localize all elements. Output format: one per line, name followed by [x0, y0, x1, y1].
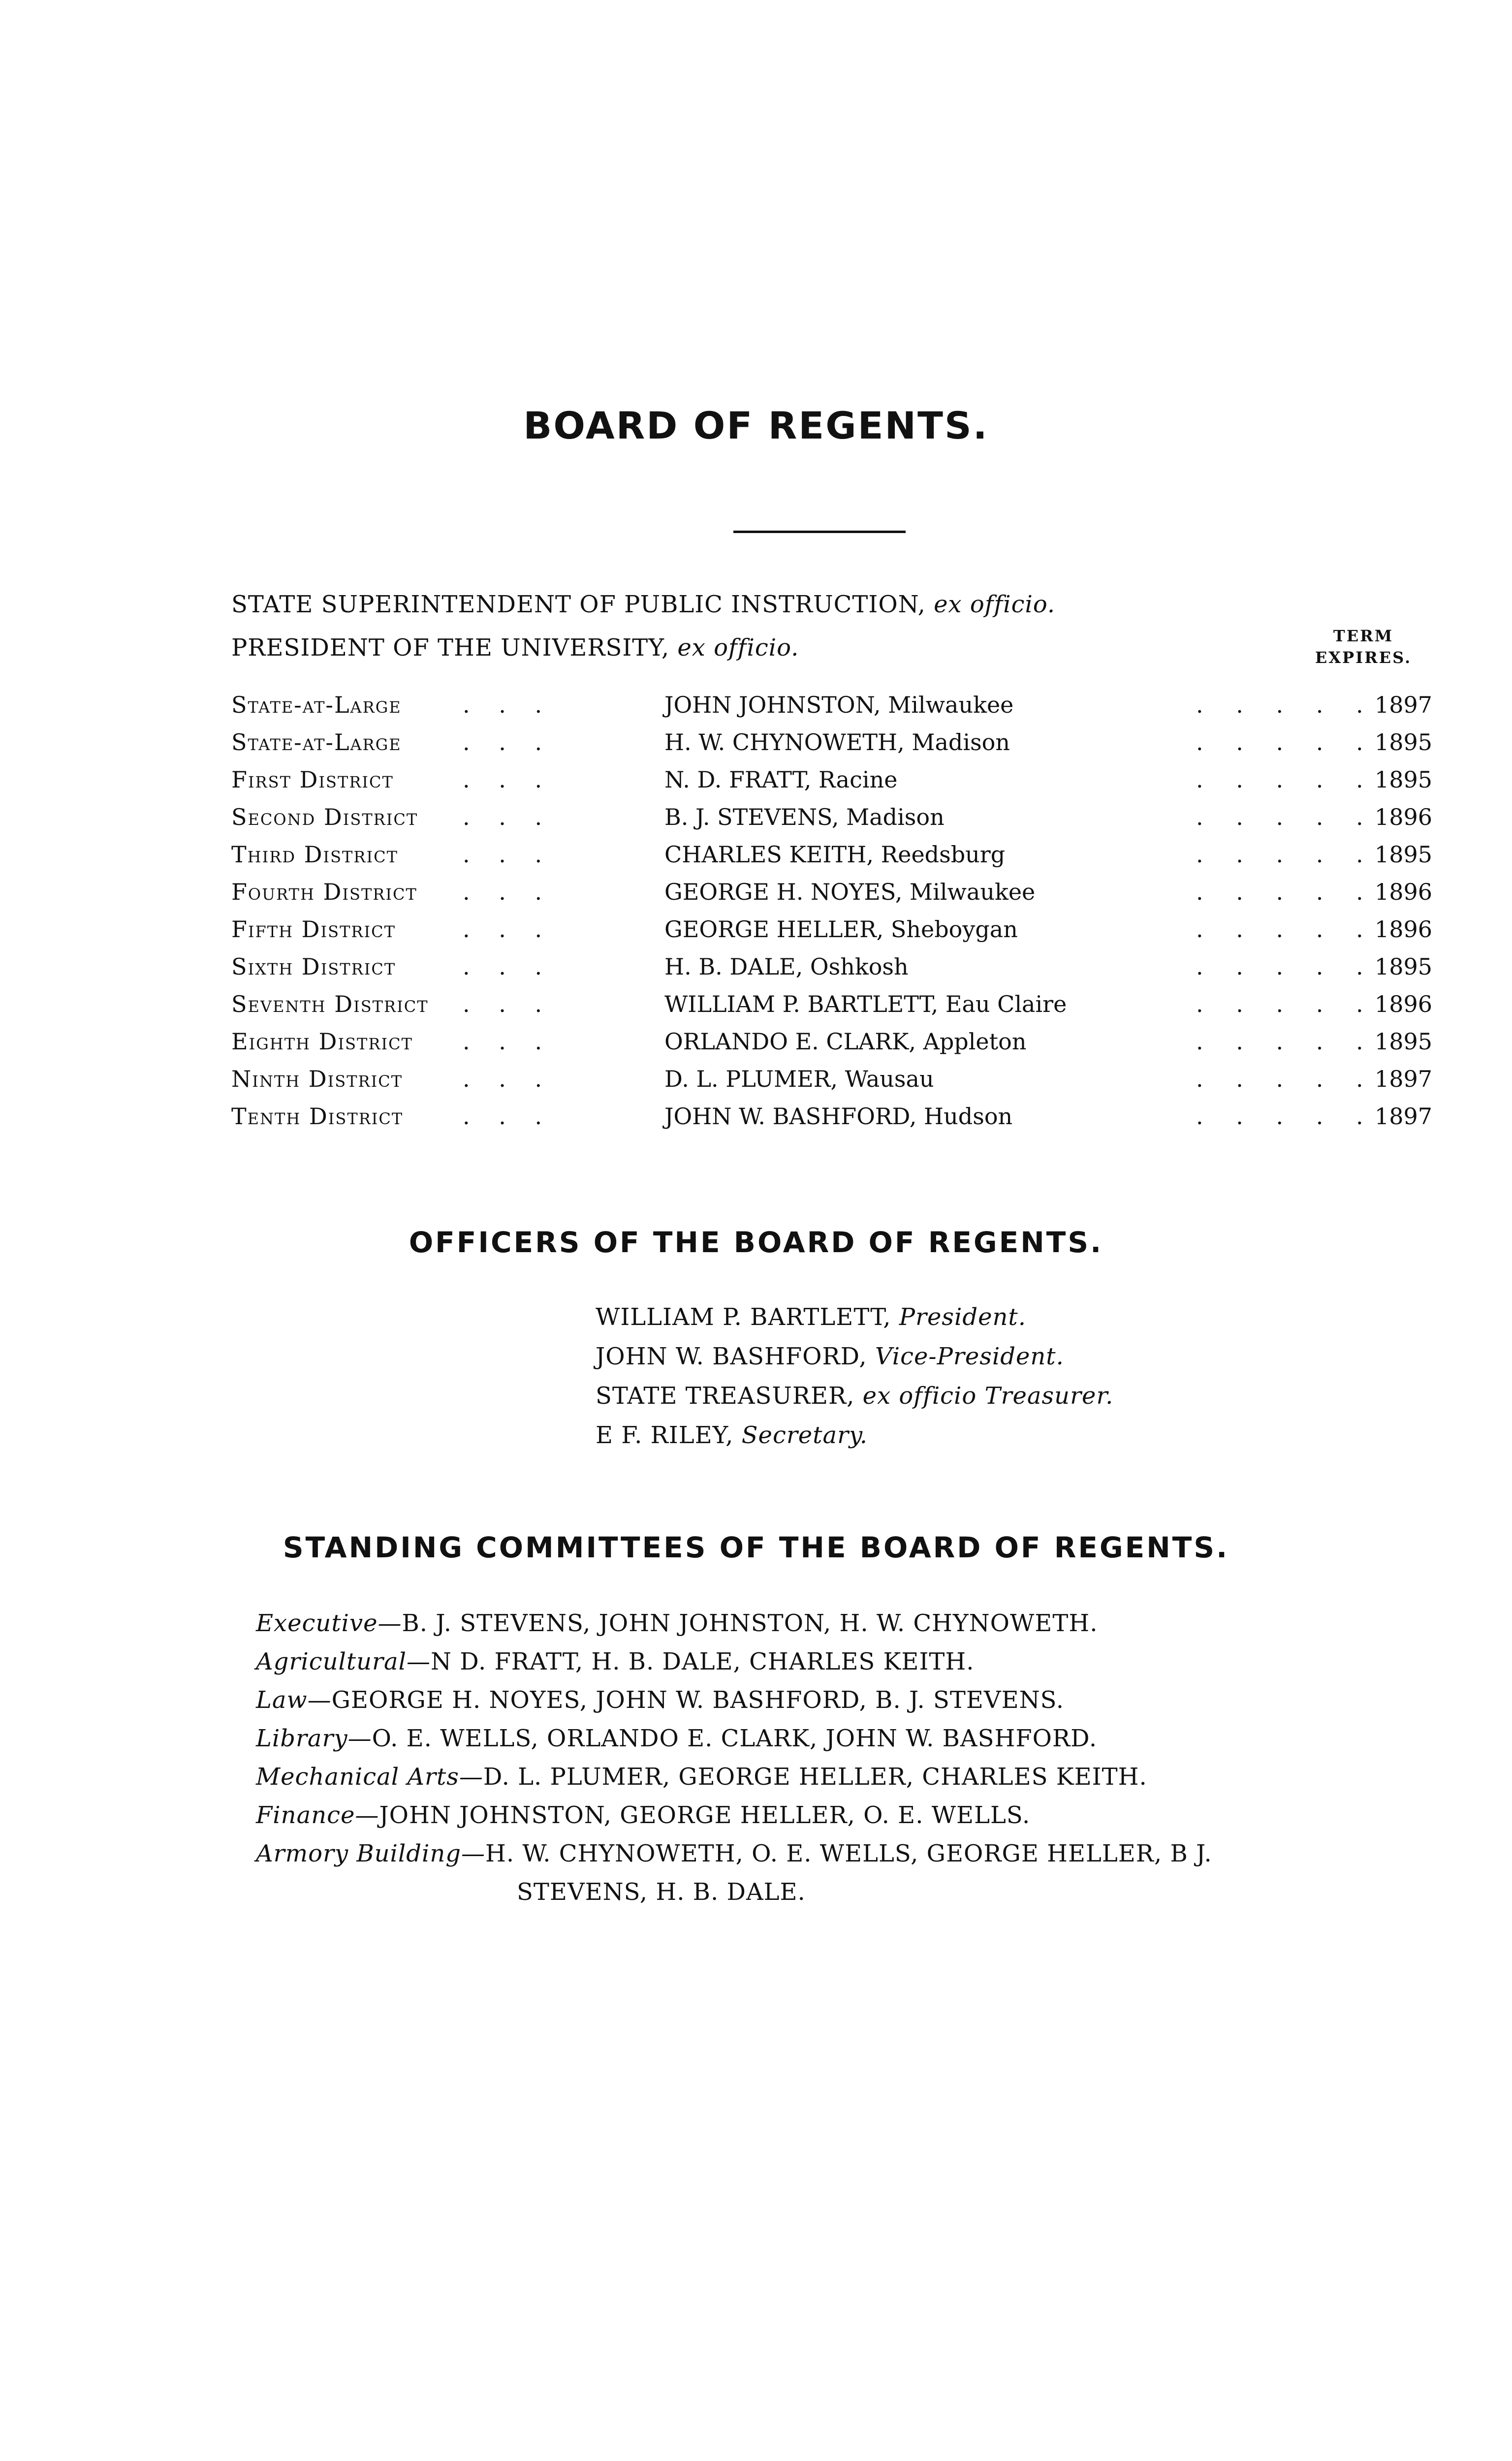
regent-term-year: 1895 — [1374, 766, 1432, 793]
regent-term-year: 1895 — [1374, 729, 1432, 756]
regent-name: GEORGE H. NOYES, Milwaukee — [664, 879, 1036, 905]
regent-name: JOHN JOHNSTON, Milwaukee — [664, 692, 1014, 718]
leader-dots: . . . — [463, 729, 553, 756]
regent-name: CHARLES KEITH, Reedsburg — [664, 841, 1006, 868]
regent-name: GEORGE HELLER, Sheboygan — [664, 916, 1018, 943]
committee-label: Armory Building— — [256, 1840, 485, 1867]
officer-name: WILLIAM P. BARTLETT, — [596, 1303, 899, 1331]
regent-row — [231, 841, 1432, 879]
committee-members: H. W. CHYNOWETH, O. E. WELLS, GEORGE HELLER, B J. — [485, 1840, 1212, 1867]
committee-line — [256, 1840, 1212, 1867]
leader-dots: . . . . . — [1196, 692, 1376, 718]
regent-row — [231, 1028, 1432, 1066]
regent-district: Fourth District — [231, 879, 417, 905]
leader-dots: . . . . . — [1196, 991, 1376, 1017]
leader-dots: . . . — [463, 1066, 553, 1092]
term-expires-header — [1299, 625, 1427, 668]
regent-name: WILLIAM P. BARTLETT, Eau Claire — [664, 991, 1067, 1017]
leader-dots: . . . — [463, 1103, 553, 1130]
committee-label: Mechanical Arts— — [256, 1763, 483, 1791]
regent-name: D. L. PLUMER, Wausau — [664, 1066, 934, 1092]
regent-term-year: 1896 — [1374, 804, 1432, 830]
regent-row — [231, 916, 1432, 953]
committee-members: JOHN JOHNSTON, GEORGE HELLER, O. E. WELLS. — [379, 1801, 1031, 1829]
regent-district: Eighth District — [231, 1028, 413, 1055]
committee-members: O. E. WELLS, ORLANDO E. CLARK, JOHN W. BASHFORD. — [372, 1725, 1098, 1752]
officer-role: Secretary. — [741, 1421, 868, 1449]
committee-continuation: STEVENS, H. B. DALE. — [517, 1878, 806, 1906]
leader-dots: . . . . . — [1196, 916, 1376, 943]
regent-term-year: 1895 — [1374, 1028, 1432, 1055]
regent-term-year: 1896 — [1374, 879, 1432, 905]
leader-dots: . . . . . — [1196, 841, 1376, 868]
regent-row — [231, 692, 1432, 729]
leader-dots: . . . . . — [1196, 766, 1376, 793]
regent-district: Sixth District — [231, 953, 396, 980]
leader-dots: . . . — [463, 991, 553, 1017]
committee-line — [256, 1725, 1097, 1752]
committees-title: STANDING COMMITTEES OF THE BOARD OF REGENTS. — [283, 1531, 1229, 1564]
regent-term-year: 1896 — [1374, 916, 1432, 943]
regent-name: ORLANDO E. CLARK, Appleton — [664, 1028, 1027, 1055]
officer-line — [596, 1421, 868, 1449]
regent-term-year: 1897 — [1374, 692, 1432, 718]
committee-members: D. L. PLUMER, GEORGE HELLER, CHARLES KEITH. — [483, 1763, 1147, 1791]
officer-role: Vice-President. — [875, 1343, 1064, 1370]
leader-dots: . . . — [463, 953, 553, 980]
officer-line — [596, 1343, 1064, 1370]
regent-name: N. D. FRATT, Racine — [664, 766, 898, 793]
regent-row — [231, 766, 1432, 804]
leader-dots: . . . — [463, 879, 553, 905]
regent-row — [231, 1103, 1432, 1140]
committee-line — [256, 1609, 1098, 1637]
regent-row — [231, 991, 1432, 1028]
officer-role: ex officio Treasurer. — [862, 1382, 1114, 1410]
committee-label: Law— — [256, 1686, 332, 1714]
leader-dots: . . . . . — [1196, 804, 1376, 830]
leader-dots: . . . — [463, 804, 553, 830]
leader-dots: . . . — [463, 841, 553, 868]
regent-district: Second District — [231, 804, 418, 830]
committee-label: Executive— — [256, 1609, 402, 1637]
regent-name: H. B. DALE, Oshkosh — [664, 953, 909, 980]
officer-role: President. — [899, 1303, 1026, 1331]
committee-members: B. J. STEVENS, JOHN JOHNSTON, H. W. CHYNOWETH. — [402, 1609, 1098, 1637]
ex-officio-member: STATE SUPERINTENDENT OF PUBLIC INSTRUCTION, — [231, 591, 934, 618]
officer-name: STATE TREASURER, — [596, 1382, 863, 1410]
regent-row — [231, 1066, 1432, 1103]
leader-dots: . . . . . — [1196, 1066, 1376, 1092]
leader-dots: . . . . . — [1196, 1028, 1376, 1055]
ex-officio-note: ex officio. — [934, 591, 1056, 618]
officer-line — [596, 1303, 1026, 1331]
regent-term-year: 1895 — [1374, 953, 1432, 980]
leader-dots: . . . — [463, 1028, 553, 1055]
committee-members: GEORGE H. NOYES, JOHN W. BASHFORD, B. J. STEVENS. — [331, 1686, 1065, 1714]
leader-dots: . . . — [463, 766, 553, 793]
leader-dots: . . . — [463, 692, 553, 718]
officers-title: OFFICERS OF THE BOARD OF REGENTS. — [409, 1226, 1103, 1259]
leader-dots: . . . . . — [1196, 953, 1376, 980]
regent-term-year: 1895 — [1374, 841, 1432, 868]
regent-district: Tenth District — [231, 1103, 404, 1130]
regent-term-year: 1897 — [1374, 1066, 1432, 1092]
committee-label: Library— — [256, 1725, 372, 1752]
committee-line — [256, 1648, 975, 1675]
page-title: BOARD OF REGENTS. — [523, 404, 989, 447]
regent-row — [231, 804, 1432, 841]
committee-line — [256, 1686, 1064, 1714]
ex-officio-member: PRESIDENT OF THE UNIVERSITY, — [231, 634, 678, 662]
regent-district: First District — [231, 766, 394, 793]
leader-dots: . . . . . — [1196, 879, 1376, 905]
regent-district: Seventh District — [231, 991, 429, 1017]
officer-line — [596, 1382, 1113, 1410]
regent-row — [231, 879, 1432, 916]
committee-members: N D. FRATT, H. B. DALE, CHARLES KEITH. — [430, 1648, 975, 1675]
committee-label: Agricultural— — [256, 1648, 431, 1675]
ex-officio-line — [231, 634, 799, 662]
regent-term-year: 1896 — [1374, 991, 1432, 1017]
regent-name: B. J. STEVENS, Madison — [664, 804, 945, 830]
regent-district: Fifth District — [231, 916, 396, 943]
regent-name: JOHN W. BASHFORD, Hudson — [664, 1103, 1013, 1130]
regent-district: Third District — [231, 841, 398, 868]
regent-name: H. W. CHYNOWETH, Madison — [664, 729, 1010, 756]
leader-dots: . . . . . — [1196, 729, 1376, 756]
regent-row — [231, 953, 1432, 991]
committee-label: Finance— — [256, 1801, 379, 1829]
term-header-line2: EXPIRES. — [1315, 648, 1412, 667]
committee-line — [256, 1801, 1030, 1829]
regent-district: State-at-Large — [231, 692, 402, 718]
title-rule — [733, 531, 906, 533]
ex-officio-note: ex officio. — [677, 634, 799, 662]
regent-district: Ninth District — [231, 1066, 403, 1092]
leader-dots: . . . — [463, 916, 553, 943]
regent-district: State-at-Large — [231, 729, 402, 756]
regent-row — [231, 729, 1432, 766]
ex-officio-line — [231, 591, 1055, 618]
committee-line — [256, 1763, 1147, 1791]
regent-term-year: 1897 — [1374, 1103, 1432, 1130]
officer-name: E F. RILEY, — [596, 1421, 742, 1449]
officer-name: JOHN W. BASHFORD, — [596, 1343, 875, 1370]
term-header-line1: TERM — [1333, 627, 1394, 645]
leader-dots: . . . . . — [1196, 1103, 1376, 1130]
